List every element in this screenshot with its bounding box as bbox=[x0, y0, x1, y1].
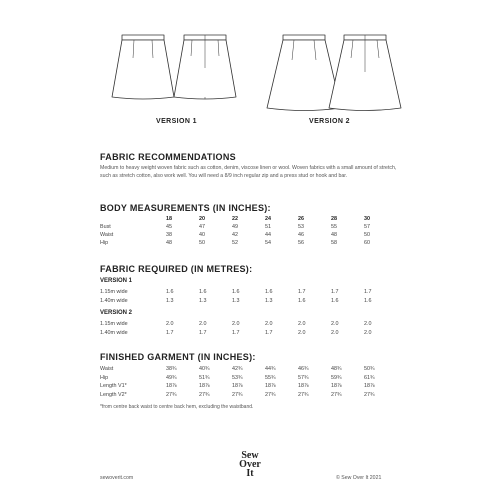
row-label: Waist bbox=[100, 366, 114, 373]
cell: 1.6 bbox=[331, 297, 339, 304]
cell: 61¾ bbox=[364, 374, 375, 381]
cell: 2.0 bbox=[298, 320, 306, 327]
cell: 18⅞ bbox=[166, 383, 177, 390]
cell: 38 bbox=[166, 232, 172, 238]
cell: 1.6 bbox=[364, 297, 372, 304]
row-label: Waist bbox=[100, 232, 114, 238]
cell: 2.0 bbox=[364, 320, 372, 327]
cell: 50 bbox=[199, 240, 205, 246]
cell: 50¾ bbox=[364, 366, 375, 373]
cell: 58 bbox=[331, 240, 337, 246]
cell: 2.0 bbox=[265, 320, 273, 327]
cell: 1.7 bbox=[364, 288, 372, 295]
cell: 51 bbox=[265, 224, 271, 230]
cell: 27¾ bbox=[298, 391, 309, 398]
size-header-row bbox=[100, 214, 400, 223]
cell: 48¾ bbox=[331, 366, 342, 373]
cell: 42¾ bbox=[232, 366, 243, 373]
cell: 51¾ bbox=[199, 374, 210, 381]
size-header: 26 bbox=[298, 215, 304, 222]
row-label: Hip bbox=[100, 374, 109, 381]
size-header: 18 bbox=[166, 215, 172, 222]
fabric-recommendations-text: Medium to heavy weight woven fabric such as cotton, denim, viscose linen or wool. Woven fabrics with a small amount of stretch, such as stretch cotton, also work well. You will need a 8/9 inch regular zip and a press stud or hook and bar. bbox=[100, 165, 397, 179]
cell: 1.7 bbox=[331, 288, 339, 295]
table-row bbox=[100, 319, 400, 328]
body-measurements-title: BODY MEASUREMENTS (IN INCHES): bbox=[100, 203, 271, 213]
logo-line: Over bbox=[239, 459, 261, 470]
body-measurements-table bbox=[100, 214, 400, 247]
version-2-label: VERSION 2 bbox=[309, 118, 350, 125]
cell: 18⅞ bbox=[265, 383, 276, 390]
row-label: Length V1* bbox=[100, 383, 127, 390]
cell: 55 bbox=[331, 224, 337, 230]
cell: 2.0 bbox=[166, 320, 174, 327]
cell: 27¾ bbox=[265, 391, 276, 398]
cell: 46 bbox=[298, 232, 304, 238]
row-label: Hip bbox=[100, 240, 109, 246]
cell: 18⅞ bbox=[331, 383, 342, 390]
finished-garment-note: *from centre back waist to centre back hem, excluding the waistband. bbox=[100, 404, 254, 410]
cell: 44¾ bbox=[265, 366, 276, 373]
cell: 1.6 bbox=[298, 297, 306, 304]
size-header: 30 bbox=[364, 215, 370, 222]
cell: 50 bbox=[364, 232, 370, 238]
cell: 46¾ bbox=[298, 366, 309, 373]
fabric-recommendations-title: FABRIC RECOMMENDATIONS bbox=[100, 152, 236, 162]
cell: 27¾ bbox=[166, 391, 177, 398]
fabric-required-v1-table bbox=[100, 287, 400, 305]
row-label: Length V2* bbox=[100, 391, 127, 398]
logo-line: It bbox=[246, 468, 254, 479]
skirt-drawings bbox=[0, 0, 500, 135]
finished-garment-table bbox=[100, 365, 400, 399]
cell: 2.0 bbox=[199, 320, 207, 327]
row-label: 1.40m wide bbox=[100, 297, 128, 304]
cell: 1.3 bbox=[265, 297, 273, 304]
version-2-front-sketch bbox=[267, 35, 341, 111]
cell: 57¾ bbox=[298, 374, 309, 381]
cell: 48 bbox=[331, 232, 337, 238]
cell: 2.0 bbox=[331, 320, 339, 327]
row-label: Bust bbox=[100, 224, 111, 230]
row-label: 1.40m wide bbox=[100, 329, 128, 336]
cell: 18⅞ bbox=[232, 383, 243, 390]
cell: 27¾ bbox=[331, 391, 342, 398]
cell: 18⅞ bbox=[364, 383, 375, 390]
cell: 1.7 bbox=[232, 329, 240, 336]
size-header: 22 bbox=[232, 215, 238, 222]
size-header-empty bbox=[100, 214, 166, 223]
row-label: 1.15m wide bbox=[100, 288, 128, 295]
table-row bbox=[100, 391, 400, 400]
version-1-subhead: VERSION 1 bbox=[100, 278, 133, 284]
version-2-subhead: VERSION 2 bbox=[100, 310, 133, 316]
cell: 2.0 bbox=[298, 329, 306, 336]
table-row bbox=[100, 287, 400, 296]
table-row bbox=[100, 231, 400, 239]
cell: 42 bbox=[232, 232, 238, 238]
version-1-front-sketch bbox=[112, 35, 174, 99]
size-header: 20 bbox=[199, 215, 205, 222]
cell: 1.7 bbox=[199, 329, 207, 336]
cell: 59¾ bbox=[331, 374, 342, 381]
sew-over-it-logo bbox=[226, 451, 274, 478]
table-row bbox=[100, 328, 400, 337]
table-row bbox=[100, 296, 400, 305]
cell: 18⅞ bbox=[298, 383, 309, 390]
row-label: 1.15m wide bbox=[100, 320, 128, 327]
cell: 55¾ bbox=[265, 374, 276, 381]
cell: 1.7 bbox=[298, 288, 306, 295]
cell: 1.6 bbox=[232, 288, 240, 295]
table-row bbox=[100, 382, 400, 391]
size-header: 28 bbox=[331, 215, 337, 222]
cell: 1.7 bbox=[166, 329, 174, 336]
website-link[interactable]: sewoverit.com bbox=[100, 475, 134, 481]
cell: 1.3 bbox=[166, 297, 174, 304]
version-1-back-sketch bbox=[174, 35, 236, 99]
cell: 1.6 bbox=[265, 288, 273, 295]
version-1-label: VERSION 1 bbox=[156, 118, 197, 125]
cell: 1.6 bbox=[199, 288, 207, 295]
cell: 40 bbox=[199, 232, 205, 238]
size-header: 24 bbox=[265, 215, 271, 222]
cell: 1.3 bbox=[232, 297, 240, 304]
cell: 60 bbox=[364, 240, 370, 246]
cell: 18⅞ bbox=[199, 383, 210, 390]
cell: 53 bbox=[298, 224, 304, 230]
cell: 27¾ bbox=[364, 391, 375, 398]
cell: 2.0 bbox=[331, 329, 339, 336]
cell: 57 bbox=[364, 224, 370, 230]
cell: 47 bbox=[199, 224, 205, 230]
table-row bbox=[100, 239, 400, 247]
cell: 53¾ bbox=[232, 374, 243, 381]
cell: 54 bbox=[265, 240, 271, 246]
cell: 52 bbox=[232, 240, 238, 246]
cell: 44 bbox=[265, 232, 271, 238]
cell: 40¾ bbox=[199, 366, 210, 373]
cell: 2.0 bbox=[364, 329, 372, 336]
cell: 1.7 bbox=[265, 329, 273, 336]
cell: 48 bbox=[166, 240, 172, 246]
copyright-text: © Sew Over It 2021 bbox=[336, 475, 382, 481]
cell: 27¾ bbox=[232, 391, 243, 398]
table-row bbox=[100, 223, 400, 231]
logo-line: Sew bbox=[241, 450, 259, 461]
cell: 49¾ bbox=[166, 374, 177, 381]
cell: 1.3 bbox=[199, 297, 207, 304]
fabric-required-v2-table bbox=[100, 319, 400, 337]
table-row bbox=[100, 374, 400, 383]
finished-garment-title: FINISHED GARMENT (IN INCHES): bbox=[100, 352, 256, 362]
cell: 49 bbox=[232, 224, 238, 230]
cell: 45 bbox=[166, 224, 172, 230]
cell: 27¾ bbox=[199, 391, 210, 398]
table-row bbox=[100, 365, 400, 374]
technical-sketches bbox=[0, 0, 500, 135]
cell: 38¾ bbox=[166, 366, 177, 373]
fabric-required-title: FABRIC REQUIRED (IN METRES): bbox=[100, 264, 253, 274]
cell: 56 bbox=[298, 240, 304, 246]
version-2-back-sketch bbox=[329, 35, 401, 111]
cell: 2.0 bbox=[232, 320, 240, 327]
cell: 1.6 bbox=[166, 288, 174, 295]
